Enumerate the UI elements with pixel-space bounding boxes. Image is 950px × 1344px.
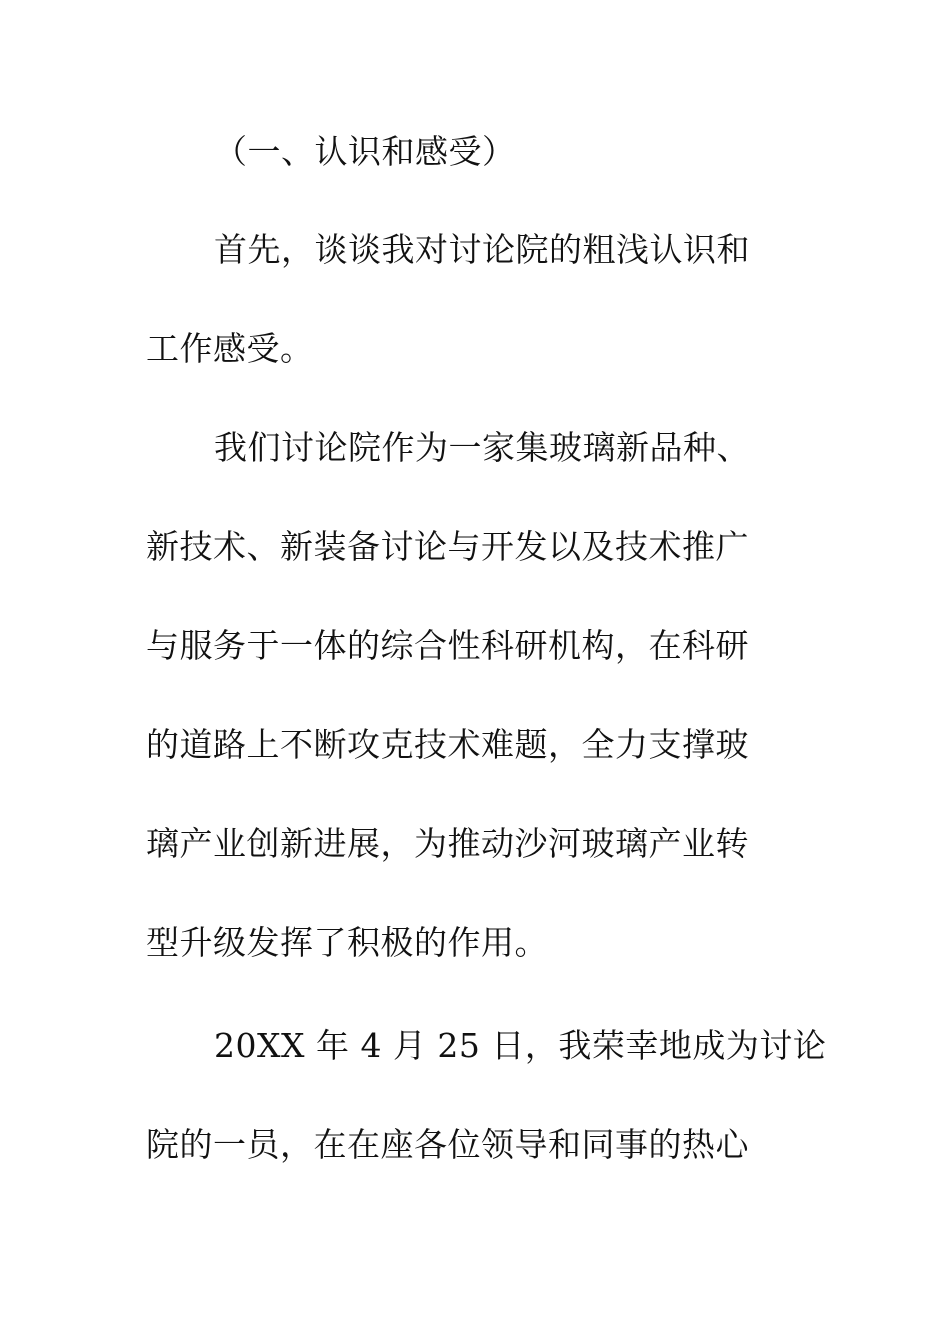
paragraph-line: 与服务于一体的综合性科研机构，在科研 bbox=[146, 626, 749, 665]
paragraph-line: 的道路上不断攻克技术难题，全力支撑玻 bbox=[146, 725, 749, 764]
paragraph-line: 型升级发挥了积极的作用。 bbox=[146, 923, 548, 962]
paragraph-line: 工作感受。 bbox=[146, 329, 314, 368]
paragraph-line: 新技术、新装备讨论与开发以及技术推广 bbox=[146, 527, 749, 566]
paragraph-line: 院的一员，在在座各位领导和同事的热心 bbox=[146, 1125, 749, 1164]
paragraph-line: 璃产业创新进展，为推动沙河玻璃产业转 bbox=[146, 824, 749, 863]
paragraph-line: 20XX 年 4 月 25 日，我荣幸地成为讨论 bbox=[214, 1026, 827, 1065]
paragraph-line: 我们讨论院作为一家集玻璃新品种、 bbox=[214, 428, 750, 467]
paragraph-line: 首先，谈谈我对讨论院的粗浅认识和 bbox=[214, 230, 750, 269]
section-heading: （一、认识和感受） bbox=[214, 132, 516, 171]
